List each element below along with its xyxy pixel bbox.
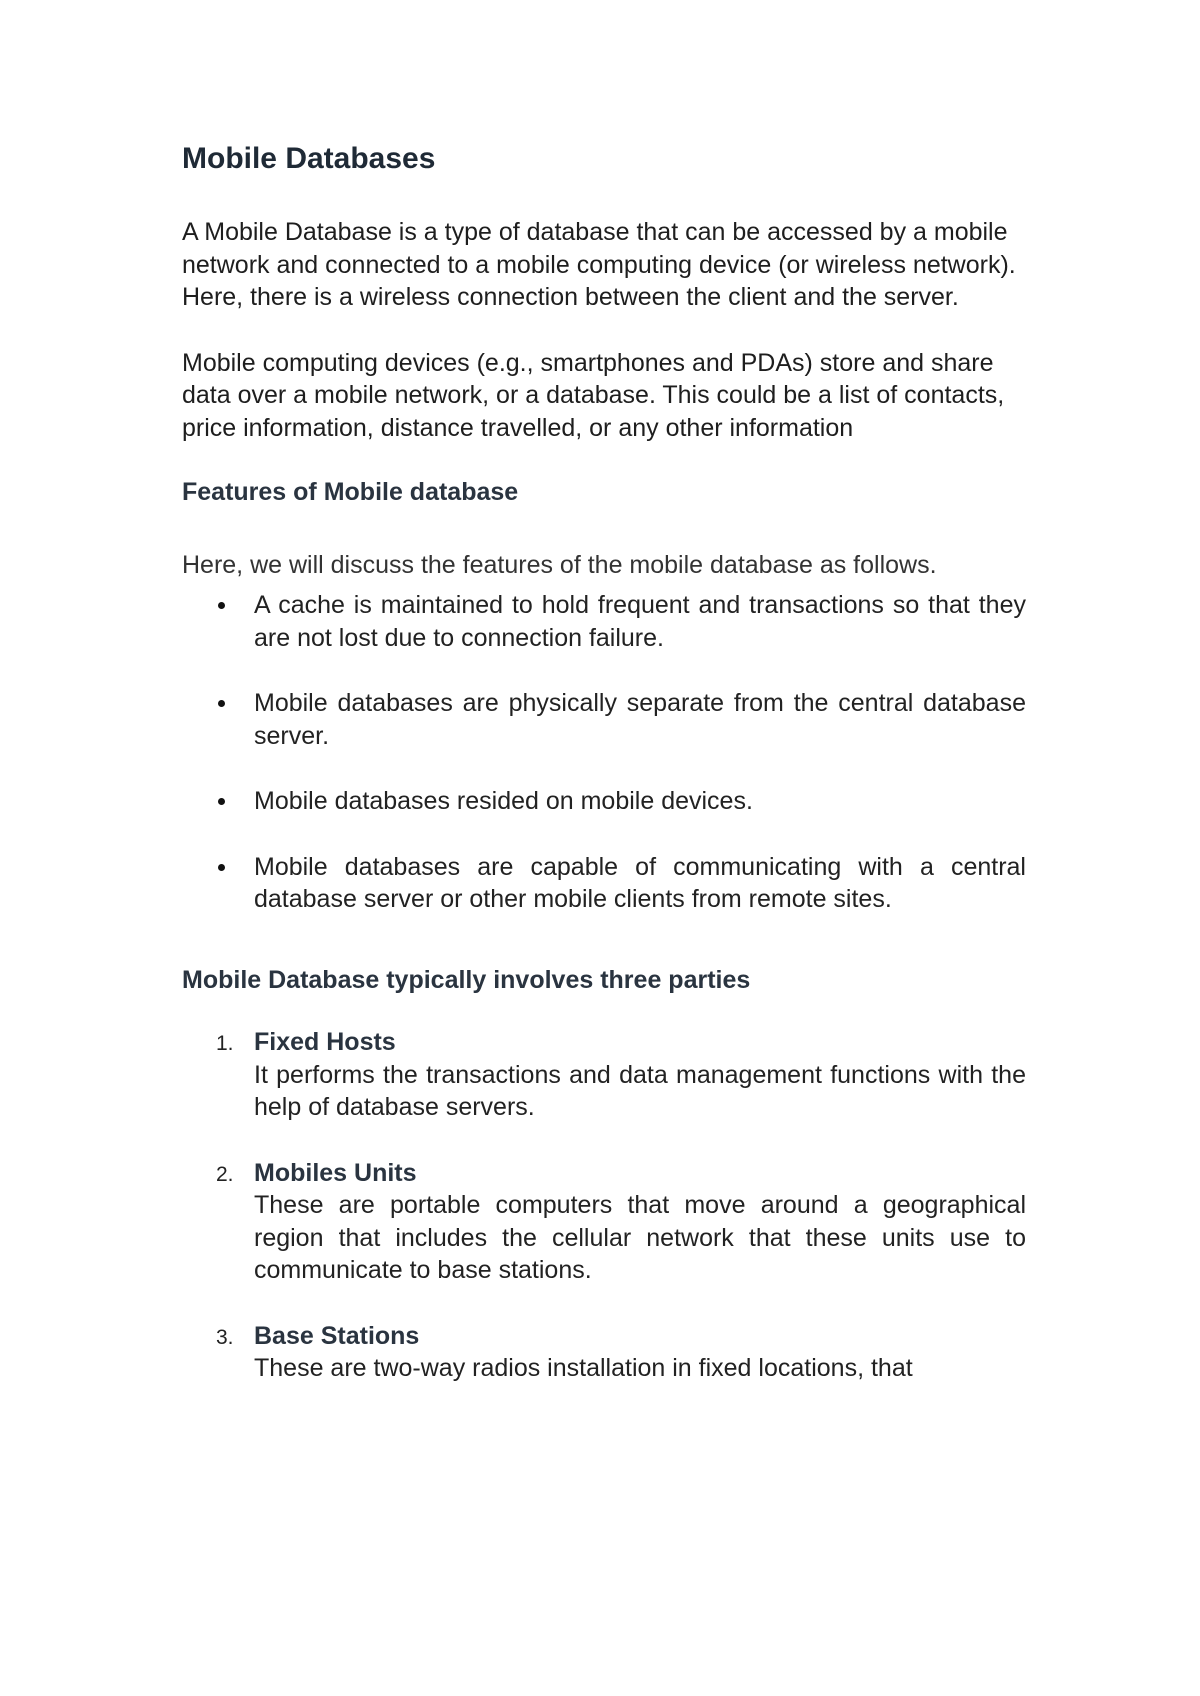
list-item xyxy=(182,1157,1026,1287)
bullet-icon xyxy=(218,602,225,609)
list-item-number: 3. xyxy=(216,1325,234,1349)
party-title: Mobiles Units xyxy=(254,1158,417,1187)
bullet-icon xyxy=(218,798,225,805)
list-item xyxy=(182,785,1026,818)
list-item-text: Mobile databases are capable of communicating with a central database server or other mobile clients from remote sites. xyxy=(254,852,1026,913)
party-description: It performs the transactions and data management functions with the help of database servers. xyxy=(254,1060,1026,1121)
parties-heading: Mobile Database typically involves three parties xyxy=(182,965,751,994)
list-item xyxy=(182,589,1026,654)
bullet-icon xyxy=(218,700,225,707)
list-item-text: A cache is maintained to hold frequent and transactions so that they are not lost due to connection failure. xyxy=(254,591,1026,652)
devices-paragraph: Mobile computing devices (e.g., smartphones and PDAs) store and share data over a mobile network, or a database. This could be a list of contacts, price information, distance travelled, or any other information xyxy=(182,348,1005,442)
features-list xyxy=(182,589,1026,916)
party-title: Fixed Hosts xyxy=(254,1028,396,1056)
list-item-number: 2. xyxy=(216,1162,234,1186)
party-description: These are portable computers that move around a geographical region that includes the cellular network that these units use to communicate to base stations. xyxy=(254,1191,1026,1284)
document-title: Mobile Databases xyxy=(182,142,436,175)
list-item-text: Mobile databases resided on mobile devices. xyxy=(254,787,753,815)
parties-list xyxy=(182,1026,1026,1385)
list-item xyxy=(182,1026,1026,1124)
list-item-number: 1. xyxy=(216,1032,234,1055)
list-item xyxy=(182,687,1026,752)
features-intro: Here, we will discuss the features of the mobile database as follows. xyxy=(182,550,937,579)
features-heading: Features of Mobile database xyxy=(182,478,519,506)
party-description: These are two-way radios installation in fixed locations, that xyxy=(254,1354,913,1382)
document-page xyxy=(182,140,1026,1418)
list-item xyxy=(182,851,1026,916)
bullet-icon xyxy=(218,864,225,871)
list-item-text: Mobile databases are physically separate from the central database server. xyxy=(254,689,1026,750)
intro-paragraph: A Mobile Database is a type of database that can be accessed by a mobile network and connected to a mobile computing device (or wireless network). Here, there is a wireless connection between the client and the server. xyxy=(182,218,1016,311)
list-item xyxy=(182,1320,1026,1385)
party-title: Base Stations xyxy=(254,1321,420,1350)
